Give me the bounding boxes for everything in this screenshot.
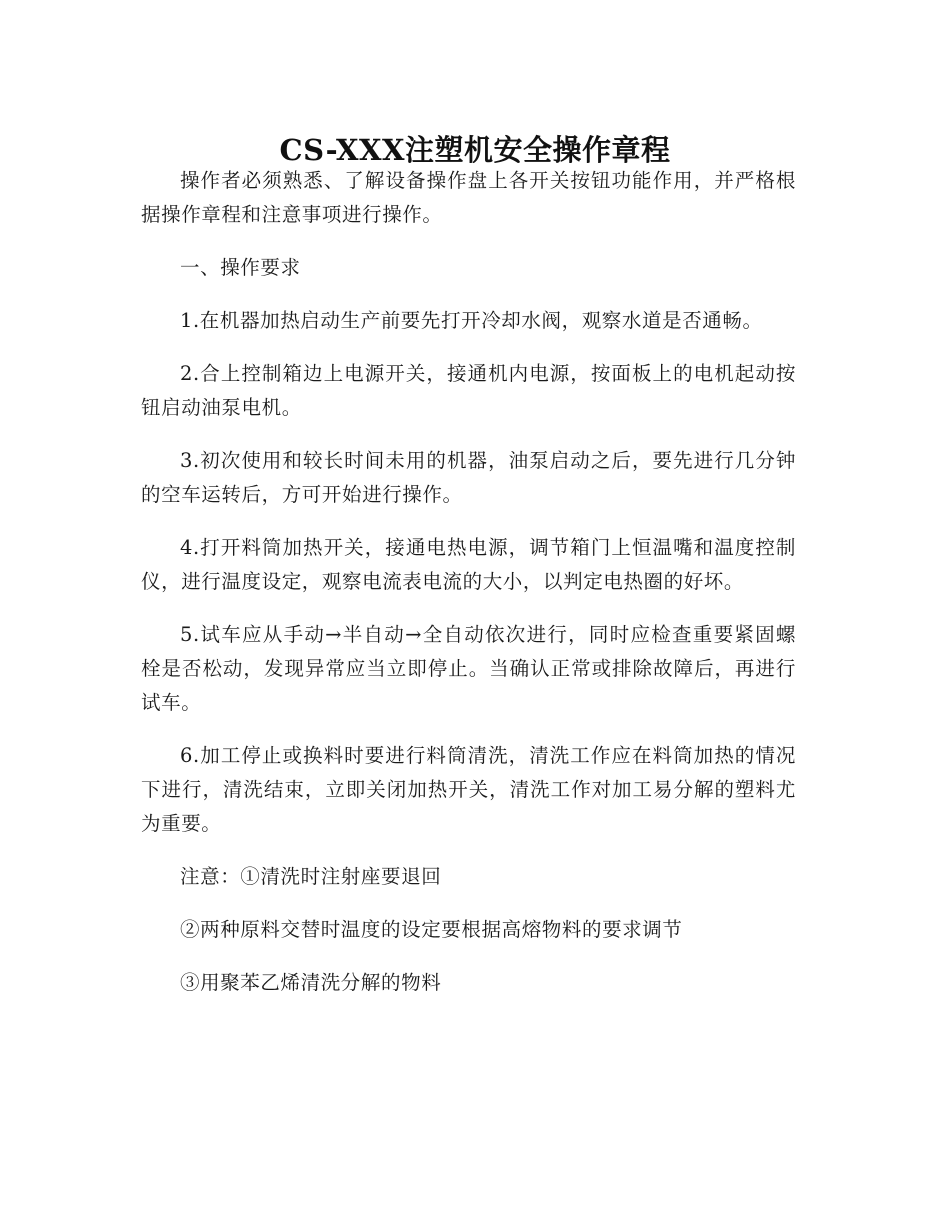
note-3-paragraph: ③用聚苯乙烯清洗分解的物料 [180,971,442,994]
intro-paragraph: 操作者必须熟悉、了解设备操作盘上各开关按钮功能作用，并严格根据操作章程和注意事项进行操作。 [141,169,796,226]
item-4-paragraph: 4.打开料筒加热开关，接通电热电源，调节箱门上恒温嘴和温度控制仪，进行温度设定，观察电流表电流的大小，以判定电热圈的好坏。 [141,536,796,593]
item-3-paragraph: 3.初次使用和较长时间未用的机器，油泵启动之后，要先进行几分钟的空车运转后，方可开始进行操作。 [141,449,796,506]
item-1-paragraph: 1.在机器加热启动生产前要先打开冷却水阀，观察水道是否通畅。 [180,309,763,332]
note-1-paragraph: 注意：①清洗时注射座要退回 [180,865,442,888]
document-title: CS-XXX注塑机安全操作章程 [279,133,671,168]
item-5-paragraph: 5.试车应从手动→半自动→全自动依次进行，同时应检查重要紧固螺栓是否松动，发现异常应当立即停止。当确认正常或排除故障后，再进行试车。 [141,623,796,714]
document-body [141,164,796,1000]
item-2-paragraph: 2.合上控制箱边上电源开关，接通机内电源，按面板上的电机起动按钮启动油泵电机。 [141,362,796,419]
note-2-paragraph: ②两种原料交替时温度的设定要根据高熔物料的要求调节 [180,918,683,941]
section-heading: 一、操作要求 [180,256,301,279]
item-6-paragraph: 6.加工停止或换料时要进行料筒清洗，清洗工作应在料筒加热的情况下进行，清洗结束，立即关闭加热开关，清洗工作对加工易分解的塑料尤为重要。 [141,744,796,835]
